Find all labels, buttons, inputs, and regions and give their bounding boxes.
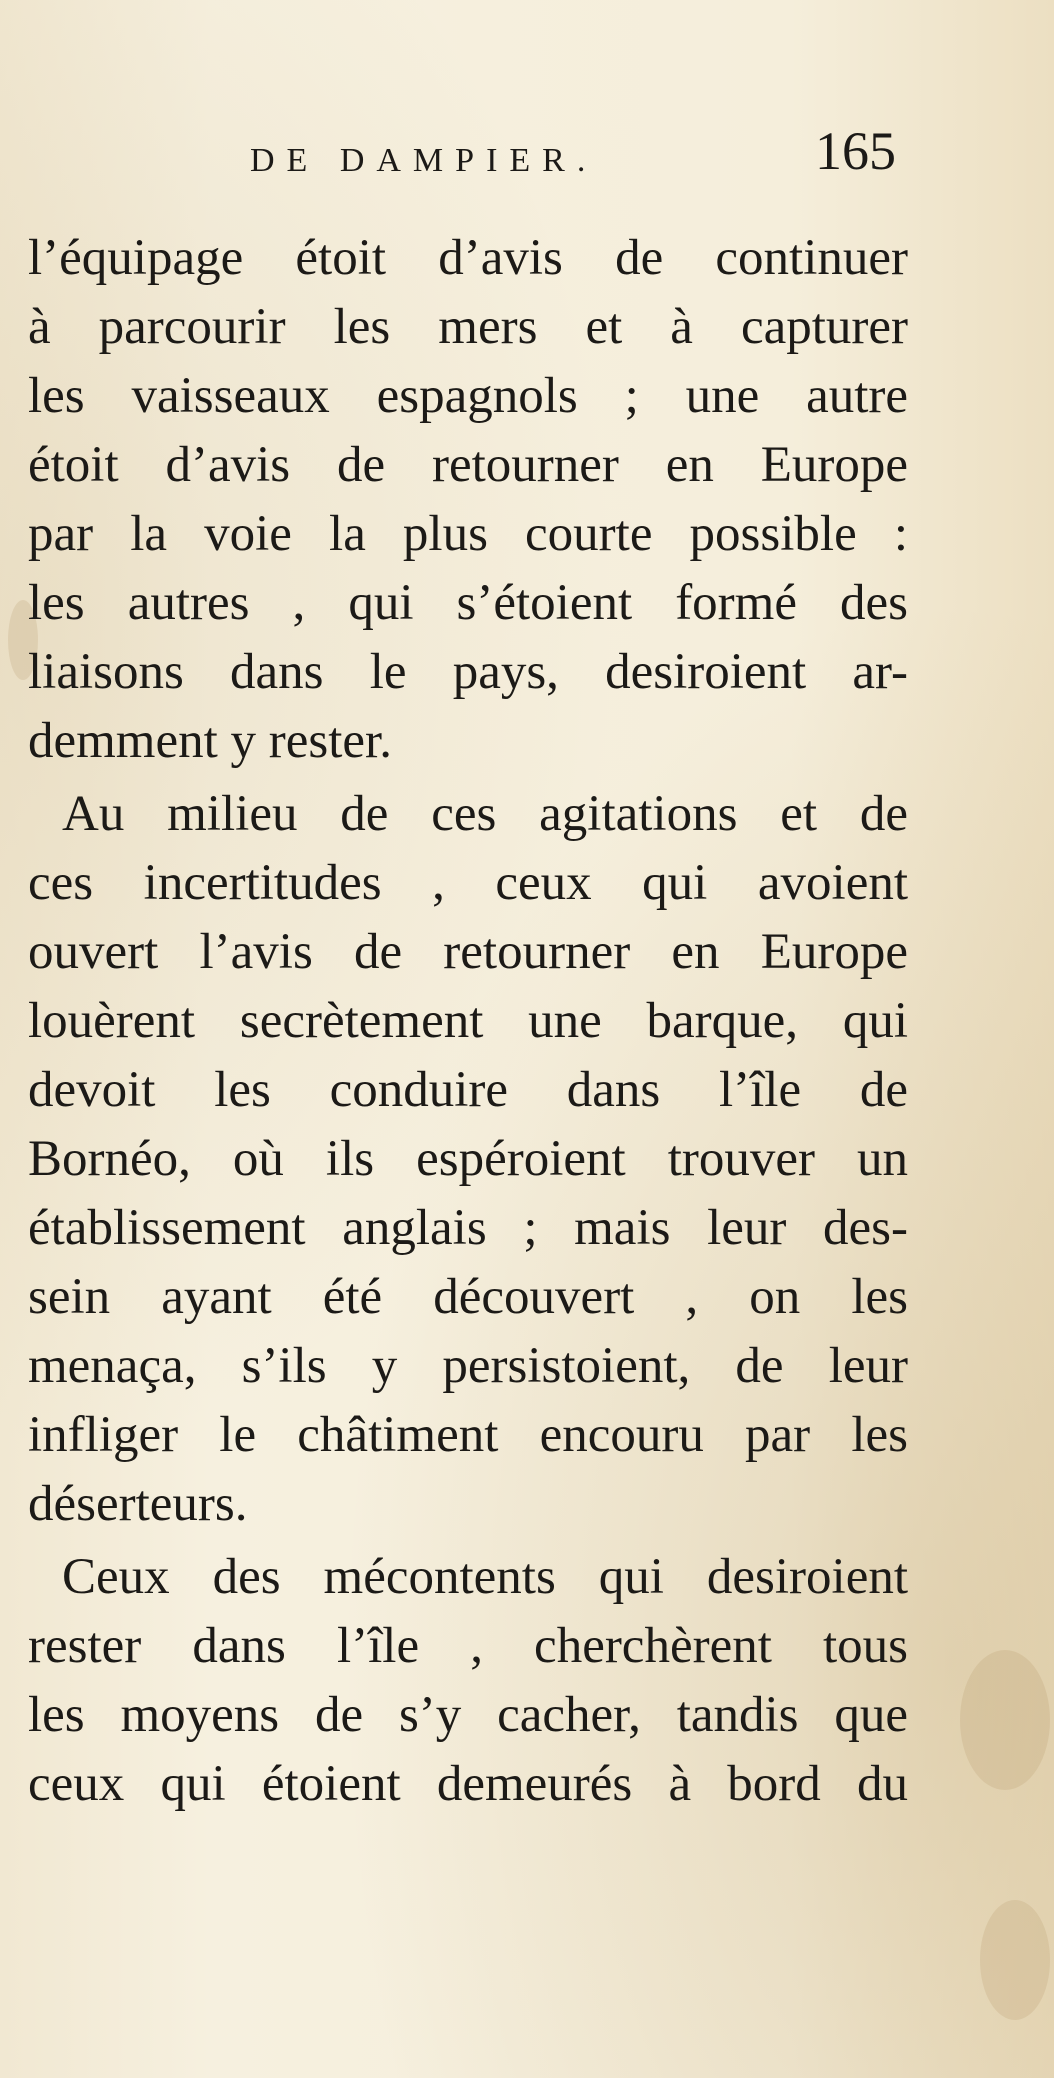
text-line: ceux qui étoient demeurés à bord du	[28, 1756, 908, 1812]
page-header	[0, 120, 1054, 200]
text-line: ces incertitudes , ceux qui avoient	[28, 855, 908, 911]
text-line: les moyens de s’y cacher, tandis que	[28, 1687, 908, 1743]
paper-stain	[980, 1900, 1050, 2020]
text-line: sein ayant été découvert , on les	[28, 1269, 908, 1325]
text-line: Au milieu de ces agitations et de	[62, 786, 908, 842]
text-line: Ceux des mécontents qui desiroient	[62, 1549, 908, 1605]
body-text	[28, 224, 908, 1819]
text-line: les autres , qui s’étoient formé des	[28, 575, 908, 631]
text-line: menaça, s’ils y persistoient, de leur	[28, 1338, 908, 1394]
running-head: DE DAMPIER.	[250, 142, 598, 179]
text-line: l’équipage étoit d’avis de continuer	[28, 230, 908, 286]
paper-stain	[960, 1650, 1050, 1790]
text-line: déserteurs.	[28, 1476, 248, 1532]
text-line: étoit d’avis de retourner en Europe	[28, 437, 908, 493]
page-number: 165	[815, 121, 896, 181]
text-line: Bornéo, où ils espéroient trouver un	[28, 1131, 908, 1187]
paragraph	[28, 1543, 908, 1819]
text-line: demment y rester.	[28, 713, 392, 769]
text-line: ouvert l’avis de retourner en Europe	[28, 924, 908, 980]
text-line: liaisons dans le pays, desiroient ar-	[28, 644, 908, 700]
text-line: louèrent secrètement une barque, qui	[28, 993, 908, 1049]
text-line: établissement anglais ; mais leur des-	[28, 1200, 908, 1256]
text-line: rester dans l’île , cherchèrent tous	[28, 1618, 908, 1674]
paragraph	[28, 780, 908, 1539]
text-line: infliger le châtiment encouru par les	[28, 1407, 908, 1463]
text-line: par la voie la plus courte possible :	[28, 506, 908, 562]
paragraph	[28, 224, 908, 776]
text-line: les vaisseaux espagnols ; une autre	[28, 368, 908, 424]
text-line: à parcourir les mers et à capturer	[28, 299, 908, 355]
text-line: devoit les conduire dans l’île de	[28, 1062, 908, 1118]
